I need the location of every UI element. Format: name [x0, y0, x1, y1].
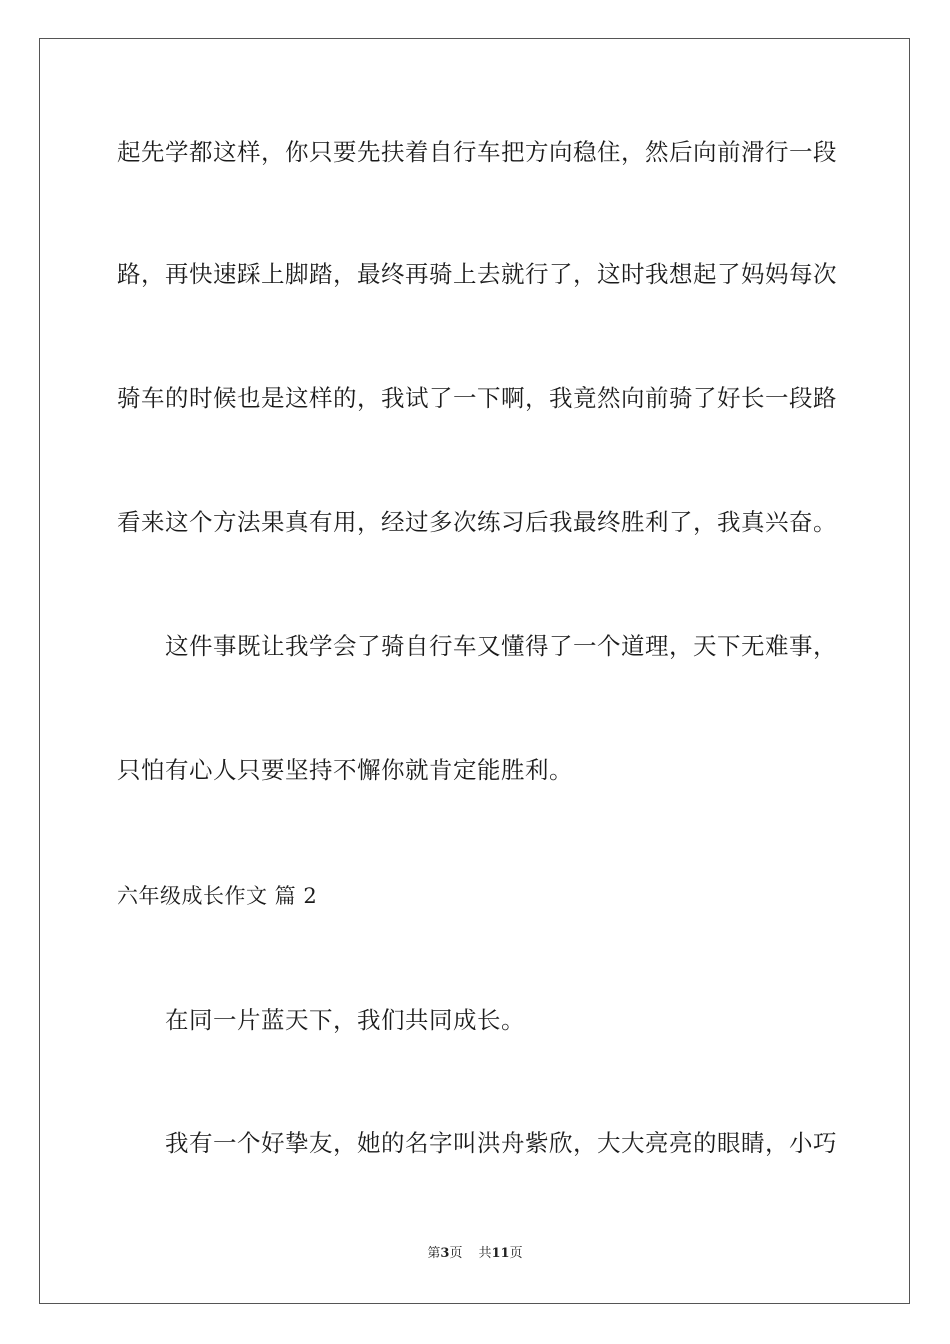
- paragraph-line-6: 只怕有心人只要坚持不懈你就肯定能胜利。: [117, 756, 573, 784]
- paragraph-line-2: 路，再快速踩上脚踏，最终再骑上去就行了，这时我想起了妈妈每次: [117, 260, 837, 288]
- footer-page-suffix: 页: [449, 1246, 463, 1261]
- paragraph-line-5: 这件事既让我学会了骑自行车又懂得了一个道理，天下无难事，: [165, 632, 837, 660]
- paragraph-line-8: 我有一个好挚友，她的名字叫洪舟紫欣，大大亮亮的眼睛，小巧: [165, 1129, 837, 1157]
- section-heading: 六年级成长作文 篇 2: [117, 884, 318, 908]
- footer-page-prefix: 第: [427, 1246, 441, 1261]
- paragraph-line-1: 起先学都这样，你只要先扶着自行车把方向稳住，然后向前滑行一段: [117, 138, 837, 166]
- page-footer: [0, 1245, 950, 1263]
- paragraph-line-7: 在同一片蓝天下，我们共同成长。: [165, 1006, 525, 1034]
- footer-total-suffix: 页: [509, 1246, 523, 1261]
- page-border: [39, 38, 910, 1304]
- footer-total-prefix: 共: [478, 1246, 492, 1261]
- paragraph-line-4: 看来这个方法果真有用，经过多次练习后我最终胜利了，我真兴奋。: [117, 508, 837, 536]
- footer-total-pages: 11: [491, 1246, 510, 1261]
- paragraph-line-3: 骑车的时候也是这样的，我试了一下啊，我竟然向前骑了好长一段路: [117, 384, 837, 412]
- footer-page-number: 3: [440, 1246, 450, 1261]
